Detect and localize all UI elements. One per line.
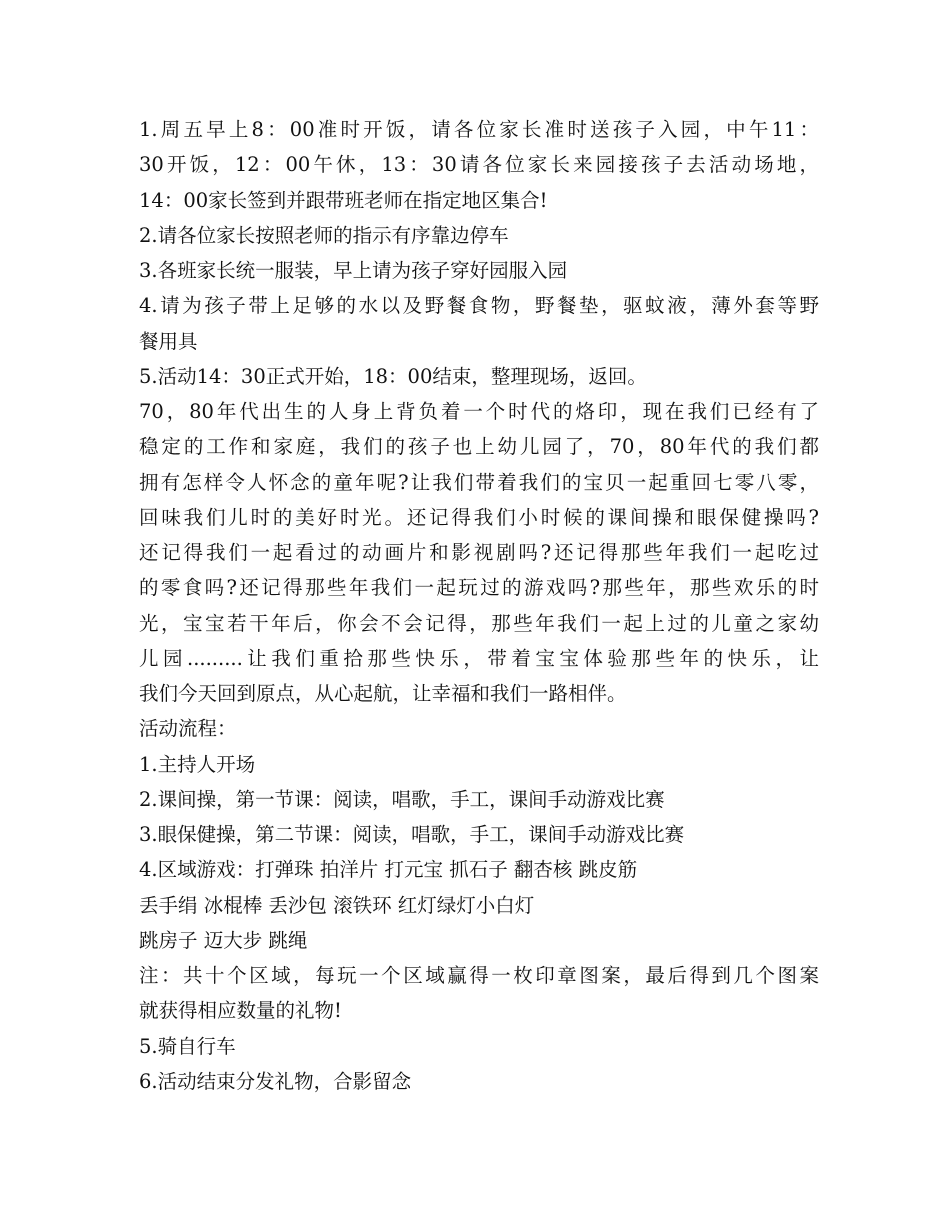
text-line: 30开饭，12：00午休，13：30请各位家长来园接孩子去活动场地，: [139, 153, 819, 177]
text-line: 儿园.........让我们重拾那些快乐，带着宝宝体验那些年的快乐，让: [139, 646, 819, 670]
text-line: 70，80年代出生的人身上背负着一个时代的烙印，现在我们已经有了: [139, 400, 819, 423]
list-item: 4.区域游戏：打弹珠 拍洋片 打元宝 抓石子 翻杏核 跳皮筋: [139, 858, 638, 882]
text-line: 餐用具: [139, 329, 198, 353]
list-item: 1.主持人开场: [139, 752, 256, 776]
section-heading: 活动流程：: [139, 717, 237, 741]
document-body: [139, 112, 819, 1099]
text-line: 4.请为孩子带上足够的水以及野餐食物，野餐垫，驱蚊液，薄外套等野: [139, 294, 819, 318]
text-line: 稳定的工作和家庭，我们的孩子也上幼儿园了，70，80年代的我们都: [139, 435, 819, 459]
list-item: 5.骑自行车: [139, 1034, 236, 1058]
note-line: 就获得相应数量的礼物!: [139, 999, 342, 1023]
list-item: 3.眼保健操，第二节课：阅读，唱歌，手工，课间手动游戏比赛: [139, 823, 685, 846]
note-line: 注：共十个区域，每玩一个区域赢得一枚印章图案，最后得到几个图案: [139, 964, 819, 987]
text-line: 还记得我们一起看过的动画片和影视剧吗?还记得那些年我们一起吃过: [139, 541, 819, 564]
text-line: 14：00家长签到并跟带班老师在指定地区集合!: [139, 188, 548, 212]
text-line: 5.活动14：30正式开始，18：00结束，整理现场，返回。: [139, 364, 647, 388]
text-line: 的零食吗?还记得那些年我们一起玩过的游戏吗?那些年，那些欢乐的时: [139, 576, 819, 600]
list-item: 2.课间操，第一节课：阅读，唱歌，手工，课间手动游戏比赛: [139, 787, 665, 811]
list-item-continued: 跳房子 迈大步 跳绳: [139, 928, 308, 952]
text-line: 回味我们儿时的美好时光。还记得我们小时候的课间操和眼保健操吗?: [139, 505, 819, 529]
text-line: 3.各班家长统一服装，早上请为孩子穿好园服入园: [139, 259, 568, 282]
text-line: 2.请各位家长按照老师的指示有序靠边停车: [139, 223, 509, 247]
list-item-continued: 丢手绢 冰棍棒 丢沙包 滚铁环 红灯绿灯小白灯: [139, 893, 535, 917]
text-line: 我们今天回到原点，从心起航，让幸福和我们一路相伴。: [139, 682, 627, 705]
text-line: 光，宝宝若干年后，你会不会记得，那些年我们一起上过的儿童之家幼: [139, 611, 819, 635]
text-line: 拥有怎样令人怀念的童年呢?让我们带着我们的宝贝一起重回七零八零，: [139, 470, 819, 494]
text-line: 1.周五早上8：00准时开饭，请各位家长准时送孩子入园，中午11：: [139, 118, 819, 141]
list-item: 6.活动结束分发礼物，合影留念: [139, 1069, 412, 1093]
